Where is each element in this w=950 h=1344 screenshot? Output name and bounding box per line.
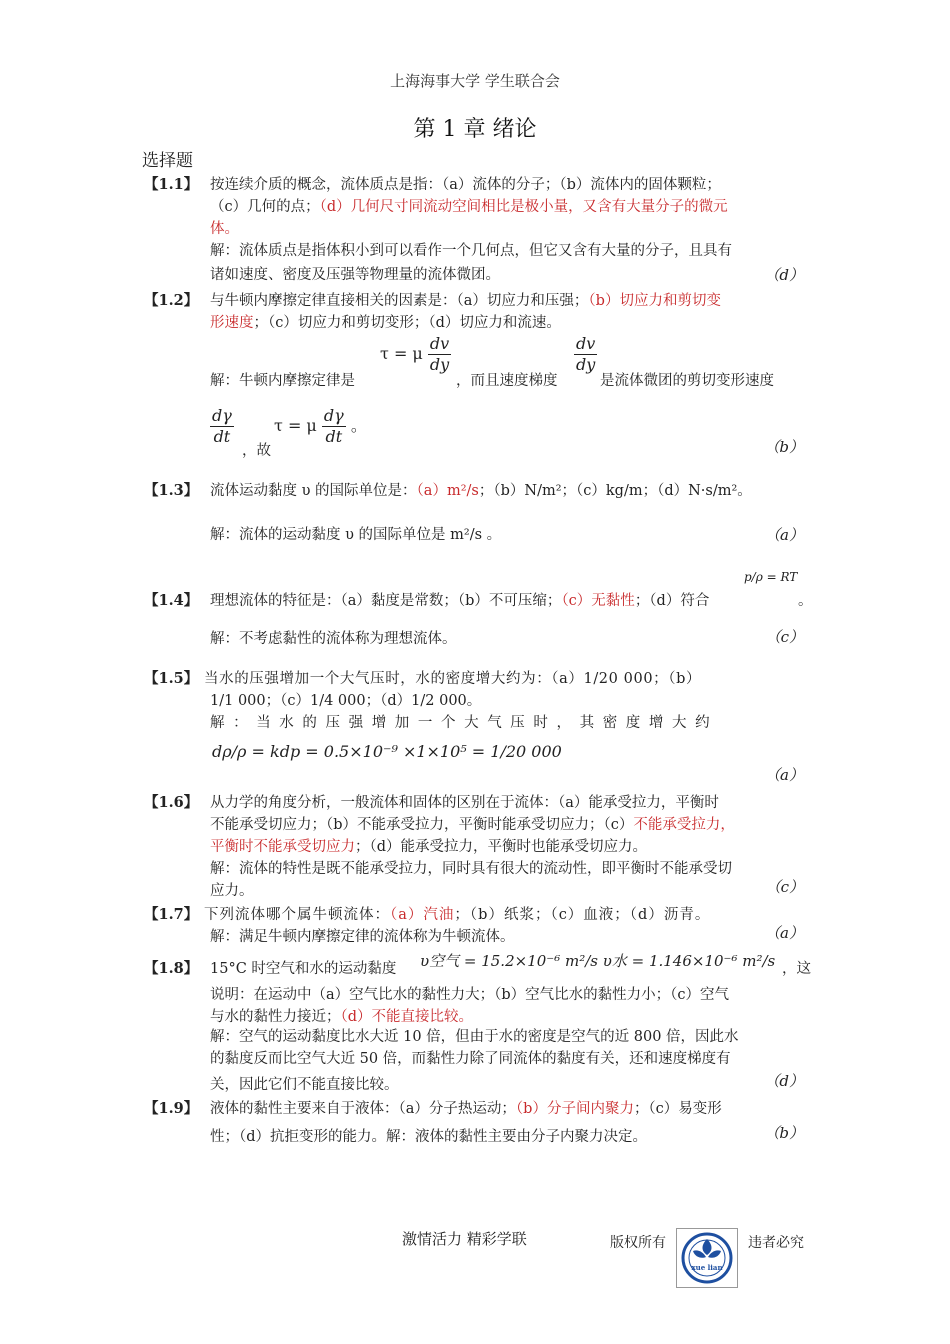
question-text: 当水的压强增加一个大气压时，水的密度增大约为：（a）1/20 000；（b） [204, 671, 702, 687]
question-text: 形速度；（c）切应力和剪切变形；（d）切应力和流速。 [210, 315, 561, 331]
newton-law-formula: τ = μ $\frac{dv}{dy}$ [380, 334, 450, 374]
question-text: 不能承受切应力；（b）不能承受拉力，平衡时能承受切应力；（c）不能承受拉力， [210, 817, 735, 833]
student-union-logo [676, 1228, 738, 1288]
question-text: （c）几何的点；（d）几何尺寸同流动空间相比是极小量，又含有大量分子的微元 [210, 199, 728, 215]
solution-text: 的黏度反而比空气大近 50 倍，而黏性力除了同流体的黏度有关，还和速度梯度有 [210, 1051, 731, 1067]
correct-answer-text: （b）分子间内聚力 [515, 1101, 634, 1117]
answer-label: （d） [764, 1072, 804, 1090]
correct-answer-text: 不能承受拉力， [633, 817, 735, 833]
solution-text: ，故 [242, 443, 271, 459]
correct-answer-text: （d）不能直接比较。 [340, 1009, 474, 1025]
solution-text: 关，因此它们不能直接比较。 [210, 1077, 399, 1093]
solution-text: 应力。 [210, 883, 254, 899]
density-formula: dρ/ρ = kdp = 0.5×10⁻⁹ ×1×10⁵ = 1/20 000 [212, 742, 562, 761]
solution-text: 解：满足牛顿内摩擦定律的流体称为牛顿流体。 [210, 929, 515, 945]
solution-text: ，而且速度梯度 [456, 373, 558, 389]
answer-label: （d） [764, 266, 804, 284]
solution-text: 解：不考虑黏性的流体称为理想流体。 [210, 631, 457, 647]
question-number: 【1.3】 [144, 482, 199, 499]
shear-rate-formula: $\frac{d\gamma}{dt}$ [212, 406, 232, 446]
correct-answer-text: （b）切应力和剪切变 [588, 293, 721, 309]
correct-answer-text: 平衡时不能承受切应力 [210, 839, 355, 855]
question-number: 【1.2】 [144, 292, 199, 309]
footer-warning: 违者必究 [748, 1235, 804, 1251]
question-text: 1/1 000；（c）1/4 000；（d）1/2 000。 [210, 693, 482, 709]
question-text: 平衡时不能承受切应力；（d）能承受拉力，平衡时也能承受切应力。 [210, 839, 648, 855]
question-number: 【1.8】 [144, 960, 199, 977]
question-text: 流体运动黏度 υ 的国际单位是：（a）m²/s；（b）N/m²；（c）kg/m；（d）N·s/m²。 [210, 483, 752, 499]
shear-law-formula: τ = μ $\frac{d\gamma}{dt}$ 。 [274, 406, 367, 446]
footer-rights: 版权所有 [610, 1235, 666, 1251]
answer-label: （c） [765, 878, 804, 896]
solution-text: 是流体微团的剪切变形速度 [600, 373, 774, 389]
correct-answer-text: （a）m²/s [416, 483, 479, 499]
solution-text: 解：当水的压强增加一个大气压时，其密度增大约 [210, 715, 719, 731]
chapter-title: 第 1 章 绪论 [413, 117, 537, 142]
solution-text: 解：空气的运动黏度比水大近 10 倍，但由于水的密度是空气的近 800 倍，因此水 [210, 1029, 739, 1045]
correct-answer-text: 形速度 [210, 315, 254, 331]
question-text: 性；（d）抗拒变形的能力。解：液体的黏性主要由分子内聚力决定。 [210, 1129, 648, 1145]
question-text: 按连续介质的概念，流体质点是指：（a）流体的分子；（b）流体内的固体颗粒； [210, 177, 721, 193]
answer-label: （b） [764, 438, 804, 456]
correct-answer-text: （a）汽油 [390, 907, 455, 923]
question-number: 【1.4】 [144, 592, 199, 609]
question-number: 【1.7】 [144, 906, 199, 923]
viscosity-formula: υ空气 = 15.2×10⁻⁶ m²/s υ水 = 1.146×10⁻⁶ m²/s [420, 952, 776, 970]
solution-text: 解：牛顿内摩擦定律是 [210, 373, 355, 389]
logo-icon [677, 1229, 737, 1287]
question-text: 下列流体哪个属牛顿流体：（a）汽油；（b）纸浆；（c）血液；（d）沥青。 [204, 907, 711, 923]
answer-label: （a） [765, 766, 804, 784]
footer-slogan: 激情活力 精彩学联 [402, 1230, 527, 1248]
answer-label: （b） [764, 1124, 804, 1142]
question-text: 15°C 时空气和水的运动黏度 [210, 961, 397, 977]
question-number: 【1.6】 [144, 794, 199, 811]
correct-answer-text: （d）几何尺寸同流动空间相比是极小量，又含有大量分子的微元 [319, 199, 728, 215]
question-text: 从力学的角度分析，一般流体和固体的区别在于流体：（a）能承受拉力，平衡时 [210, 795, 719, 811]
question-text: 与水的黏性力接近；（d）不能直接比较。 [210, 1009, 474, 1025]
question-number: 【1.9】 [144, 1100, 199, 1117]
question-number: 【1.5】 [144, 670, 199, 687]
correct-answer-text: （c）无黏性 [561, 593, 635, 609]
solution-text: 解：流体质点是指体积小到可以看作一个几何点，但它又含有大量的分子，且具有 [210, 243, 732, 259]
question-number: 【1.1】 [144, 176, 199, 193]
question-text: 理想流体的特征是：（a）黏度是常数；（b）不可压缩；（c）无黏性；（d）符合 [210, 593, 710, 609]
correct-answer-text: 体。 [210, 221, 239, 237]
section-title: 选择题 [142, 151, 193, 171]
page-header: 上海海事大学 学生联合会 [390, 72, 560, 90]
ideal-gas-formula: p/ρ = RT [744, 570, 798, 584]
question-text: 液体的黏性主要来自于液体：（a）分子热运动；（b）分子间内聚力；（c）易变形 [210, 1101, 722, 1117]
answer-label: （a） [765, 526, 804, 544]
question-text: 说明：在运动中（a）空气比水的黏性力大；（b）空气比水的黏性力小；（c）空气 [210, 987, 730, 1003]
solution-text: 解：流体的运动黏度 υ 的国际单位是 m²/s 。 [210, 527, 502, 543]
answer-label: （a） [765, 924, 804, 942]
solution-text: 解：流体的特性是既不能承受拉力，同时具有很大的流动性，即平衡时不能承受切 [210, 861, 732, 877]
question-text: ，这 [782, 961, 811, 977]
question-text: 与牛顿内摩擦定律直接相关的因素是：（a）切应力和压强；（b）切应力和剪切变 [210, 293, 721, 309]
velocity-gradient-formula: $\frac{dv}{dy}$ [576, 334, 596, 374]
answer-label: （c） [765, 628, 804, 646]
sentence-end: 。 [798, 593, 813, 609]
logo-text: xue lian [691, 1263, 723, 1272]
solution-text: 诸如速度、密度及压强等物理量的流体微团。 [210, 267, 500, 283]
